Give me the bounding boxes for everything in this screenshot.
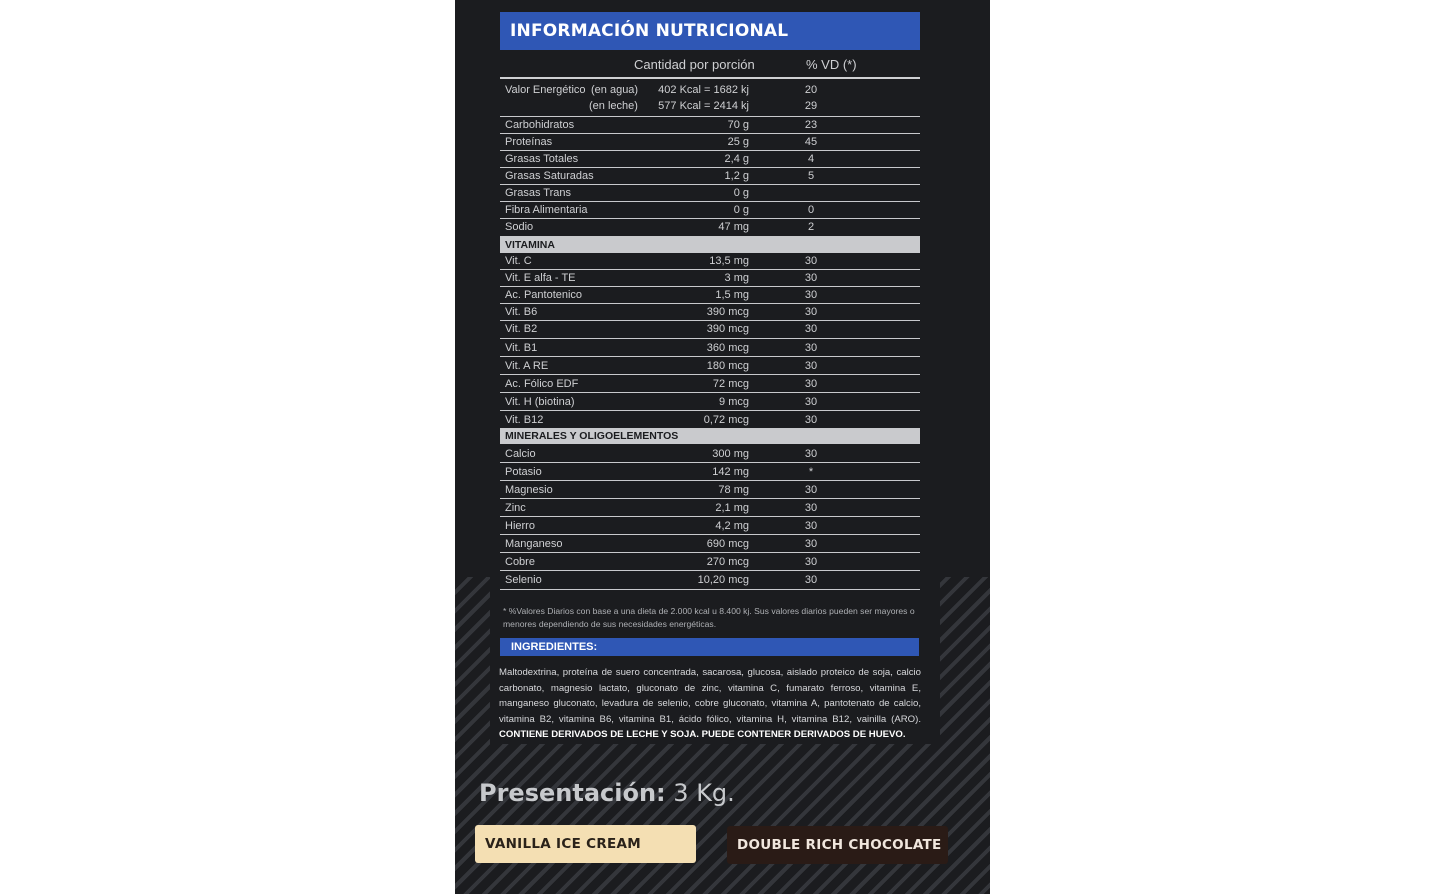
row-vd: 30 — [804, 520, 818, 532]
row-label: Grasas Totales — [505, 153, 579, 165]
table-row — [500, 375, 920, 393]
table-row — [500, 151, 920, 168]
product-info-panel — [455, 0, 990, 894]
ingredients-title: INGREDIENTES: — [500, 638, 919, 656]
row-vd: 30 — [804, 538, 818, 550]
row-vd: * — [808, 466, 814, 478]
vd-column-header: % VD (*) — [806, 57, 857, 72]
presentation-value: 3 Kg. — [673, 779, 735, 807]
energy-row-milk — [500, 96, 920, 117]
row-label: Vit. E alfa - TE — [505, 272, 576, 284]
row-vd: 30 — [804, 289, 818, 301]
nutrition-table — [500, 79, 920, 590]
table-row — [500, 535, 920, 553]
table-row — [500, 219, 920, 237]
row-vd: 30 — [804, 306, 818, 318]
row-quantity: 142 mg — [712, 466, 749, 478]
table-row — [500, 444, 920, 463]
row-label: Vit. H (biotina) — [505, 396, 575, 408]
row-quantity: 0 g — [733, 187, 749, 199]
daily-values-footnote: * %Valores Diarios con base a una dieta de 2.000 kcal u 8.400 kj. Sus valores diarios pueden ser mayores o menores dependiendo de sus necesidades energéticas. — [503, 606, 915, 629]
table-row — [500, 270, 920, 287]
row-label: Vit. B6 — [505, 306, 538, 318]
row-quantity: 270 mcg — [706, 556, 749, 568]
row-vd: 5 — [807, 170, 815, 182]
table-row — [500, 393, 920, 411]
row-vd: 30 — [804, 502, 818, 514]
row-quantity: 300 mg — [712, 448, 749, 460]
ingredients-text — [499, 665, 921, 743]
row-vd: 23 — [804, 119, 818, 131]
row-quantity: 390 mcg — [706, 323, 749, 335]
table-row — [500, 202, 920, 219]
row-vd: 30 — [804, 396, 818, 408]
ingredients-warning: CONTIENE DERIVADOS DE LECHE Y SOJA. PUEDE CONTENER DERIVADOS DE HUEVO. — [499, 729, 906, 740]
table-row — [500, 321, 920, 339]
vitamin-rows — [500, 253, 920, 429]
energy-label: Valor Energético — [505, 84, 586, 96]
row-vd: 30 — [804, 360, 818, 372]
table-row — [500, 517, 920, 535]
row-label: Ac. Fólico EDF — [505, 378, 579, 390]
row-quantity: 2,1 mg — [715, 502, 749, 514]
row-label: Grasas Saturadas — [505, 170, 594, 182]
row-quantity: 9 mcg — [719, 396, 749, 408]
row-quantity: 10,20 mcg — [697, 574, 749, 586]
row-quantity: 78 mg — [718, 484, 749, 496]
row-label: Selenio — [505, 574, 542, 586]
table-row — [500, 411, 920, 429]
row-quantity: 13,5 mg — [709, 255, 749, 267]
row-label: Cobre — [505, 556, 535, 568]
flavor-chocolate-badge[interactable]: DOUBLE RICH CHOCOLATE — [727, 826, 948, 864]
row-vd: 2 — [807, 221, 815, 233]
row-quantity: 1,2 g — [724, 170, 749, 182]
presentation-label: Presentación: — [479, 779, 666, 807]
table-row — [500, 463, 920, 481]
row-label: Vit. C — [505, 255, 532, 267]
row-vd: 0 — [807, 204, 815, 216]
row-label: Zinc — [505, 502, 526, 514]
row-quantity: 3 mg — [724, 272, 749, 284]
table-row — [500, 481, 920, 499]
energy-water-qty: 402 Kcal = 1682 kj — [658, 84, 749, 96]
energy-milk-vd: 29 — [804, 100, 818, 112]
vitamin-section-header: VITAMINA — [500, 237, 920, 253]
row-vd: 30 — [804, 448, 818, 460]
table-row — [500, 117, 920, 134]
row-quantity: 1,5 mg — [715, 289, 749, 301]
row-label: Grasas Trans — [505, 187, 572, 199]
row-label: Ac. Pantotenico — [505, 289, 583, 301]
nutrition-title: INFORMACIÓN NUTRICIONAL — [500, 12, 920, 50]
row-vd: 30 — [804, 342, 818, 354]
row-vd: 30 — [804, 323, 818, 335]
row-vd: 30 — [804, 272, 818, 284]
row-quantity: 690 mcg — [706, 538, 749, 550]
mineral-rows — [500, 444, 920, 590]
row-vd: 30 — [804, 484, 818, 496]
row-quantity: 72 mcg — [712, 378, 749, 390]
portion-column-header: Cantidad por porción — [634, 57, 755, 72]
table-row — [500, 134, 920, 151]
table-row — [500, 287, 920, 304]
energy-milk-label: (en leche) — [589, 100, 638, 112]
row-label: Fibra Alimentaria — [505, 204, 588, 216]
table-row — [500, 304, 920, 321]
row-quantity: 47 mg — [718, 221, 749, 233]
row-quantity: 70 g — [727, 119, 749, 131]
row-quantity: 4,2 mg — [715, 520, 749, 532]
row-label: Vit. B12 — [505, 414, 544, 426]
row-vd: 30 — [804, 378, 818, 390]
row-vd: 30 — [804, 556, 818, 568]
table-row — [500, 571, 920, 590]
row-label: Carbohidratos — [505, 119, 575, 131]
row-label: Proteínas — [505, 136, 553, 148]
ingredients-list: Maltodextrina, proteína de suero concentrada, sacarosa, glucosa, aislado proteico de soja, calcio carbonato, magnesio lactato, gluconato de zinc, vitamina C, fumarato ferroso, vitamina E, manganeso gluconato, levadura de selenio, cobre gluconato, vitamina A, pantotenato de calcio, vitamina B2, vitamina B6, vitamina B1, ácido fólico, vitamina H, vitamina B12, vainilla (ARO). — [499, 667, 921, 725]
row-vd: 30 — [804, 255, 818, 267]
row-label: Sodio — [505, 221, 534, 233]
table-row — [500, 339, 920, 357]
energy-water-label: (en agua) — [591, 84, 639, 96]
column-headers — [500, 55, 920, 79]
table-row — [500, 253, 920, 270]
row-label: Calcio — [505, 448, 536, 460]
row-vd: 45 — [804, 136, 818, 148]
minerals-section-header: MINERALES Y OLIGOELEMENTOS — [500, 429, 920, 444]
row-label: Manganeso — [505, 538, 563, 550]
table-row — [500, 168, 920, 185]
row-quantity: 0 g — [733, 204, 749, 216]
flavor-vanilla-badge[interactable]: VANILLA ICE CREAM — [475, 825, 696, 863]
energy-water-vd: 20 — [804, 84, 818, 96]
row-vd: 4 — [807, 153, 815, 165]
row-quantity: 360 mcg — [706, 342, 749, 354]
row-label: Magnesio — [505, 484, 553, 496]
nutrient-rows — [500, 117, 920, 237]
row-quantity: 180 mcg — [706, 360, 749, 372]
row-vd: 30 — [804, 574, 818, 586]
row-quantity: 2,4 g — [724, 153, 749, 165]
table-row — [500, 357, 920, 375]
row-label: Vit. B1 — [505, 342, 538, 354]
row-label: Hierro — [505, 520, 535, 532]
presentation — [479, 779, 735, 807]
row-label: Vit. A RE — [505, 360, 549, 372]
row-quantity: 390 mcg — [706, 306, 749, 318]
row-quantity: 25 g — [727, 136, 749, 148]
energy-milk-qty: 577 Kcal = 2414 kj — [658, 100, 749, 112]
row-label: Vit. B2 — [505, 323, 538, 335]
table-row — [500, 499, 920, 517]
energy-row-water — [500, 79, 920, 96]
table-row — [500, 185, 920, 202]
row-label: Potasio — [505, 466, 542, 478]
table-row — [500, 553, 920, 571]
row-vd: 30 — [804, 414, 818, 426]
row-quantity: 0,72 mcg — [703, 414, 749, 426]
